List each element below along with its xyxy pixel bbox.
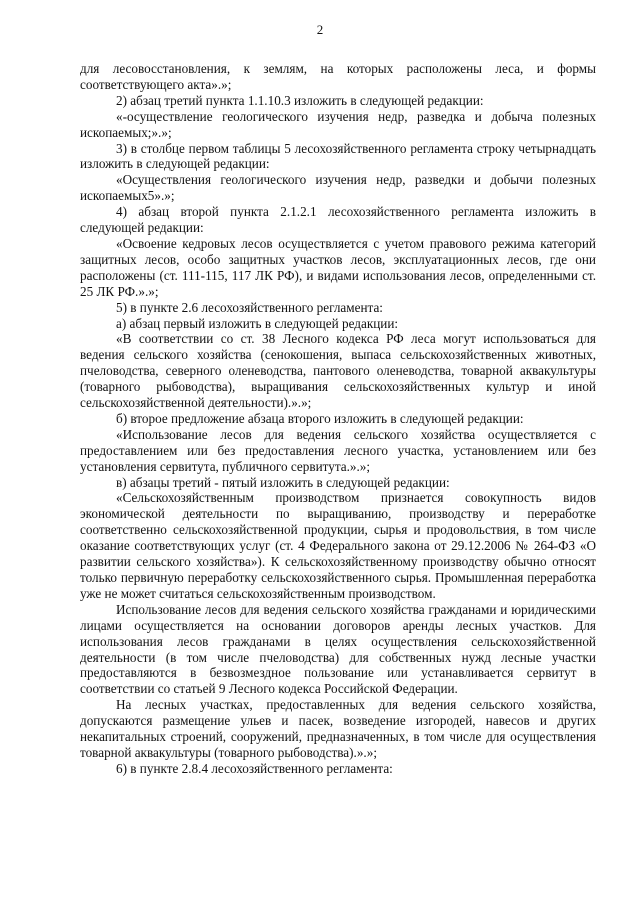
paragraph-item-6: 6) в пункте 2.8.4 лесохозяйственного регламента:: [116, 760, 393, 776]
paragraph-quote-5v-2: Использование лесов для ведения сельского хозяйства гражданами и юридическими лицами осуществляется на основании договоров аренды лесных участков. Для использования лесов гражданами в целях осуществления сельскохозяйственной деятельности (в том числе пчеловодства) для собственных нужд лесные участки предоставляются в безвозмездное пользование или устанавливается сервитут в соответствии со статьей 9 Лесного кодекса Российской Федерации.: [80, 601, 596, 697]
paragraph-quote-5b: «Использование лесов для ведения сельского хозяйства осуществляется с предоставлением или без предоставления лесного участка, установлением или без установления сервитута, публичного сервитута.».»;: [80, 426, 596, 474]
document-body: [80, 61, 596, 777]
paragraph-continuation: для лесовосстановления, к землям, на которых расположены леса, и формы соответствующего акта».»;: [80, 61, 596, 92]
paragraph-quote-5v-1: «Сельскохозяйственным производством признается совокупность видов экономической деятельности по выращиванию, производству и переработке соответственно сельскохозяйственной продукции, сырья и продовольствия, в том числе оказание соответствующих услуг (ст. 4 Федерального закона от 29.12.2006 № 264-ФЗ «О развитии сельского хозяйства»). К сельскохозяйственному производству обычно относят только первичную переработку сельскохозяйственного сырья. Промышленная переработка уже не может считаться сельскохозяйственным производством.: [80, 490, 596, 601]
paragraph-quote-5a: «В соответствии со ст. 38 Лесного кодекса РФ леса могут использоваться для ведения сельского хозяйства (сенокошения, выпаса сельскохозяйственных животных, пчеловодства, северного оленеводства, пантового оленеводства, товарной аквакультуры (товарного рыбоводства), выращивания сельскохозяйственных культур и иной сельскохозяйственной деятельности).».»;: [80, 331, 596, 411]
page-number: 2: [316, 22, 324, 37]
paragraph-item-5b: б) второе предложение абзаца второго изложить в следующей редакции:: [116, 410, 524, 426]
paragraph-quote-3: «Осуществления геологического изучения недр, разведки и добычи полезных ископаемых5».»;: [80, 172, 596, 204]
paragraph-quote-4: «Освоение кедровых лесов осуществляется с учетом правового режима категорий защитных лесов, особо защитных участков лесов, эксплуатационных лесов, где они расположены (ст. 111-115, 117 ЛК РФ), и видами использования лесов, определенными ст. 25 ЛК РФ.».»;: [80, 235, 596, 299]
paragraph-item-2: 2) абзац третий пункта 1.1.10.3 изложить в следующей редакции:: [116, 92, 484, 108]
paragraph-item-5a: а) абзац первый изложить в следующей редакции:: [116, 315, 399, 331]
paragraph-quote-5v-3: На лесных участках, предоставленных для ведения сельского хозяйства, допускаются размещение ульев и пасек, возведение изгородей, навесов и других некапитальных строений, сооружений, предназначенных, в том числе для осуществления товарной аквакультуры (товарного рыбоводства).».»;: [80, 697, 596, 760]
paragraph-quote-2: «-осуществление геологического изучения недр, разведка и добыча полезных ископаемых;».»;: [80, 108, 596, 140]
paragraph-item-5v: в) абзацы третий - пятый изложить в следующей редакции:: [116, 474, 450, 490]
paragraph-item-4: 4) абзац второй пункта 2.1.2.1 лесохозяйственного регламента изложить в следующей редакции:: [80, 204, 596, 236]
paragraph-item-5: 5) в пункте 2.6 лесохозяйственного регламента:: [116, 299, 383, 315]
paragraph-item-3: 3) в столбце первом таблицы 5 лесохозяйственного регламента строку четырнадцать изложить в следующей редакции:: [80, 140, 596, 172]
